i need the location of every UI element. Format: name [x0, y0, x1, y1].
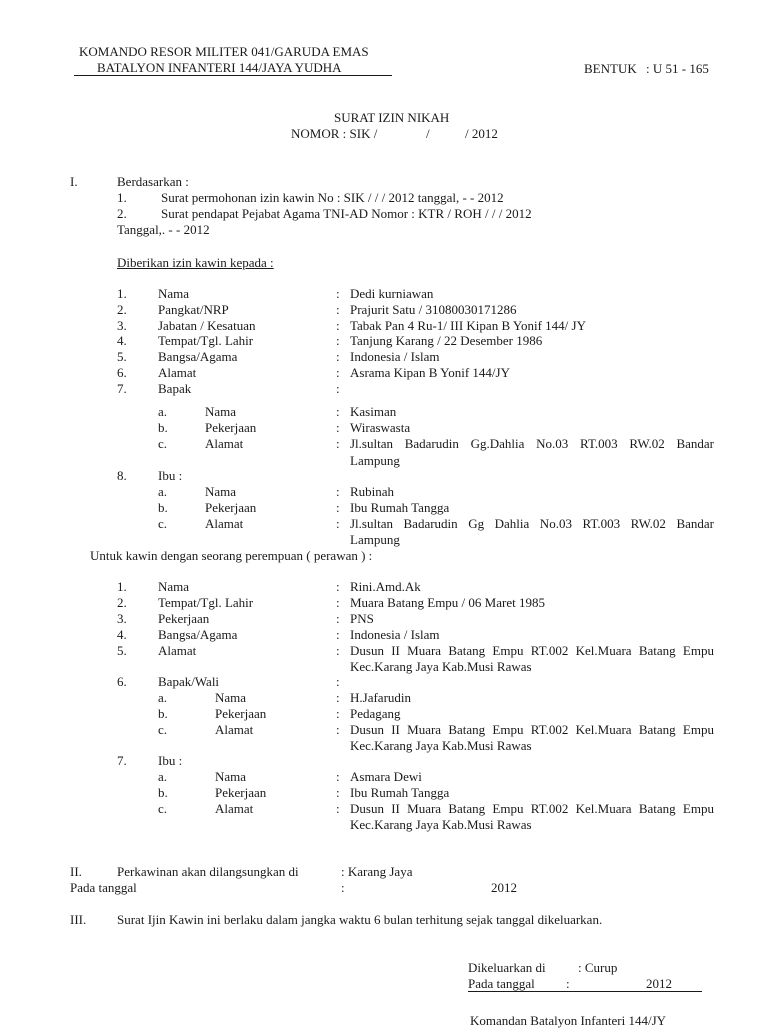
field-value: PNS: [350, 611, 374, 626]
field-value: Prajurit Satu / 31080030171286: [350, 302, 517, 317]
colon: :: [336, 286, 340, 301]
colon: :: [336, 690, 340, 705]
field-value: Pedagang: [350, 706, 401, 721]
field-label: Pekerjaan: [215, 706, 267, 721]
wedding-place-value: : Karang Jaya: [341, 864, 413, 879]
colon: :: [336, 381, 340, 396]
field-value: Jl.sultan Badarudin Gg Dahlia No.03 RT.003 RW.02 Bandar: [350, 516, 714, 531]
field-value-cont: Kec.Karang Jaya Kab.Musi Rawas: [350, 738, 532, 753]
row-num: 3.: [117, 318, 127, 333]
colon: :: [336, 706, 340, 721]
signatory-title: Komandan Batalyon Infanteri 144/JY: [470, 1013, 667, 1028]
field-label: Pekerjaan: [205, 420, 257, 435]
field-label: Tempat/Tgl. Lahir: [158, 333, 254, 348]
section-3-numeral: III.: [70, 912, 87, 927]
field-label: Jabatan / Kesatuan: [158, 318, 256, 333]
field-label: Bapak: [158, 381, 192, 396]
sub-letter: c.: [158, 801, 168, 816]
colon: :: [336, 333, 340, 348]
colon: :: [336, 404, 340, 419]
field-value: Dusun II Muara Batang Empu RT.002 Kel.Muara Batang Empu: [350, 643, 714, 658]
issued-date-year: 2012: [646, 976, 672, 991]
field-value: H.Jafarudin: [350, 690, 412, 705]
field-label: Bangsa/Agama: [158, 349, 238, 364]
field-label: Nama: [158, 579, 190, 594]
row-num: 6.: [117, 365, 127, 380]
field-label: Pekerjaan: [205, 500, 257, 515]
sub-letter: c.: [158, 516, 168, 531]
sub-letter: c.: [158, 722, 168, 737]
colon: :: [336, 420, 340, 435]
basis-2-text: Surat pendapat Pejabat Agama TNI-AD Nomor : KTR / ROH / / / 2012: [161, 206, 532, 221]
issued-place-value: : Curup: [578, 960, 618, 975]
field-value-cont: Kec.Karang Jaya Kab.Musi Rawas: [350, 659, 532, 674]
field-value: Tabak Pan 4 Ru-1/ III Kipan B Yonif 144/ JY: [350, 318, 586, 333]
colon: :: [336, 484, 340, 499]
row-num: 2.: [117, 595, 127, 610]
field-label: Pangkat/NRP: [158, 302, 229, 317]
header-underline: [74, 75, 392, 76]
field-label: Alamat: [205, 516, 244, 531]
colon: :: [336, 769, 340, 784]
field-label: Alamat: [215, 801, 254, 816]
issued-date-label: Pada tanggal: [468, 976, 535, 991]
field-value: Rubinah: [350, 484, 395, 499]
colon: :: [336, 318, 340, 333]
section-1-numeral: I.: [70, 174, 78, 189]
colon: :: [336, 611, 340, 626]
form-code: : U 51 - 165: [646, 61, 709, 76]
field-label: Pekerjaan: [215, 785, 267, 800]
field-label: Bangsa/Agama: [158, 627, 238, 642]
field-value: Asmara Dewi: [350, 769, 422, 784]
field-value: Jl.sultan Badarudin Gg.Dahlia No.03 RT.003 RW.02 Bandar: [350, 436, 714, 451]
colon: :: [336, 595, 340, 610]
colon: :: [336, 436, 340, 451]
field-label: Nama: [205, 404, 237, 419]
sub-letter: c.: [158, 436, 168, 451]
org-line-1: KOMANDO RESOR MILITER 041/GARUDA EMAS: [79, 44, 369, 59]
row-num: 2.: [117, 302, 127, 317]
row-num: 4.: [117, 333, 127, 348]
field-value: Kasiman: [350, 404, 397, 419]
wedding-date-colon: :: [341, 880, 345, 895]
field-value: Ibu Rumah Tangga: [350, 500, 450, 515]
sub-letter: b.: [158, 500, 168, 515]
validity-text: Surat Ijin Kawin ini berlaku dalam jangka waktu 6 bulan terhitung sejak tanggal dikeluarkan.: [117, 912, 603, 927]
row-num: 1.: [117, 286, 127, 301]
colon: :: [336, 801, 340, 816]
field-value: Rini.Amd.Ak: [350, 579, 421, 594]
basis-2-num: 2.: [117, 206, 127, 221]
colon: :: [336, 722, 340, 737]
field-label: Alamat: [158, 365, 197, 380]
field-value: Muara Batang Empu / 06 Maret 1985: [350, 595, 545, 610]
given-to-heading: Diberikan izin kawin kepada :: [117, 255, 274, 270]
field-value: Dedi kurniawan: [350, 286, 434, 301]
wedding-place-text: Perkawinan akan dilangsungkan di: [117, 864, 299, 879]
row-num: 7.: [117, 381, 127, 396]
colon: :: [336, 579, 340, 594]
colon: :: [336, 365, 340, 380]
bride-intro: Untuk kawin dengan seorang perempuan ( perawan ) :: [90, 548, 373, 563]
field-label: Ibu :: [158, 468, 183, 483]
form-label: BENTUK: [584, 61, 637, 76]
field-value: Ibu Rumah Tangga: [350, 785, 450, 800]
field-label: Alamat: [158, 643, 197, 658]
field-label: Nama: [205, 484, 237, 499]
sub-letter: a.: [158, 404, 168, 419]
number-separator: /: [426, 126, 430, 141]
field-label: Ibu :: [158, 753, 183, 768]
wedding-date-year: 2012: [491, 880, 517, 895]
colon: :: [336, 674, 340, 689]
field-label: Nama: [215, 769, 247, 784]
row-num: 7.: [117, 753, 127, 768]
section-1-heading: Berdasarkan :: [117, 174, 189, 189]
sub-letter: a.: [158, 690, 168, 705]
colon: :: [336, 302, 340, 317]
row-num: 3.: [117, 611, 127, 626]
row-num: 5.: [117, 349, 127, 364]
sub-letter: b.: [158, 785, 168, 800]
field-value: Dusun II Muara Batang Empu RT.002 Kel.Muara Batang Empu: [350, 722, 714, 737]
section-2-numeral: II.: [70, 864, 82, 879]
field-label: Nama: [215, 690, 247, 705]
issued-place-label: Dikeluarkan di: [468, 960, 546, 975]
issued-date-underline: [468, 991, 702, 992]
basis-date-line: Tanggal,. - - 2012: [117, 222, 210, 237]
row-num: 5.: [117, 643, 127, 658]
field-label: Alamat: [215, 722, 254, 737]
field-label: Bapak/Wali: [158, 674, 220, 689]
field-value: Wiraswasta: [350, 420, 411, 435]
colon: :: [336, 627, 340, 642]
document-title: SURAT IZIN NIKAH: [334, 110, 450, 125]
number-label: NOMOR : SIK /: [291, 126, 378, 141]
basis-1-num: 1.: [117, 190, 127, 205]
field-label: Alamat: [205, 436, 244, 451]
row-num: 1.: [117, 579, 127, 594]
field-value: Indonesia / Islam: [350, 349, 440, 364]
field-value: Tanjung Karang / 22 Desember 1986: [350, 333, 543, 348]
wedding-date-label: Pada tanggal: [70, 880, 137, 895]
field-value: Indonesia / Islam: [350, 627, 440, 642]
colon: :: [336, 785, 340, 800]
sub-letter: a.: [158, 484, 168, 499]
colon: :: [336, 643, 340, 658]
row-num: 4.: [117, 627, 127, 642]
field-value-cont: Lampung: [350, 453, 400, 468]
sub-letter: b.: [158, 420, 168, 435]
field-value: Asrama Kipan B Yonif 144/JY: [350, 365, 510, 380]
field-label: Pekerjaan: [158, 611, 210, 626]
colon: :: [336, 500, 340, 515]
basis-1-text: Surat permohonan izin kawin No : SIK / / / 2012 tanggal, - - 2012: [161, 190, 504, 205]
field-value: Dusun II Muara Batang Empu RT.002 Kel.Muara Batang Empu: [350, 801, 714, 816]
field-value-cont: Lampung: [350, 532, 400, 547]
field-value-cont: Kec.Karang Jaya Kab.Musi Rawas: [350, 817, 532, 832]
issued-date-colon: :: [566, 976, 570, 991]
number-year: / 2012: [465, 126, 498, 141]
field-label: Tempat/Tgl. Lahir: [158, 595, 254, 610]
field-label: Nama: [158, 286, 190, 301]
sub-letter: a.: [158, 769, 168, 784]
row-num: 8.: [117, 468, 127, 483]
sub-letter: b.: [158, 706, 168, 721]
org-line-2: BATALYON INFANTERI 144/JAYA YUDHA: [97, 60, 342, 75]
colon: :: [336, 349, 340, 364]
row-num: 6.: [117, 674, 127, 689]
colon: :: [336, 516, 340, 531]
